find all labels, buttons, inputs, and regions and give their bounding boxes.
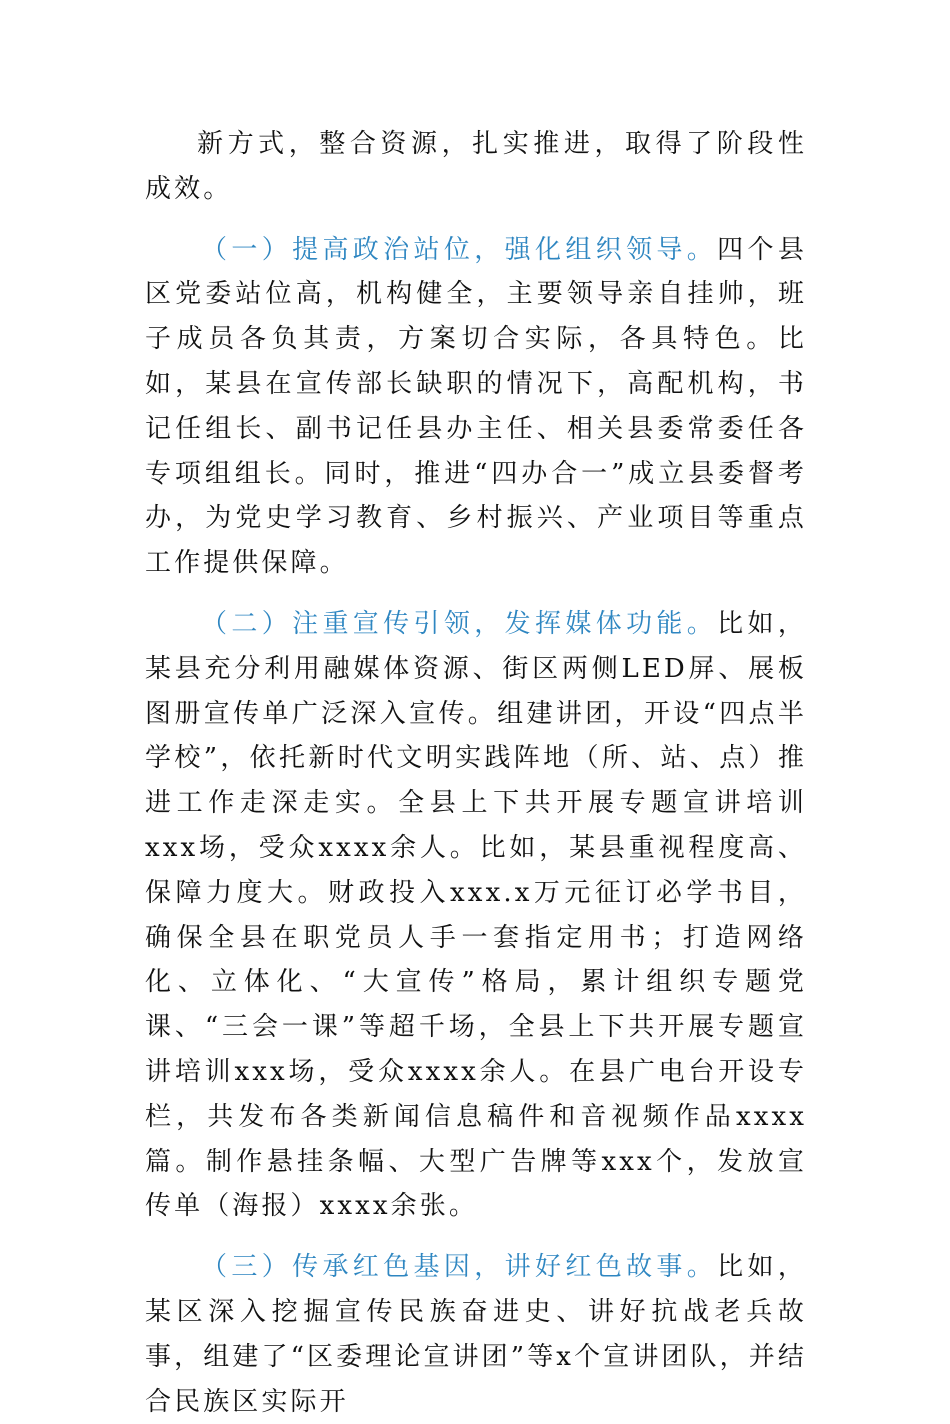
document-page — [145, 122, 807, 1424]
paragraph-section-3 — [145, 1245, 807, 1424]
section-heading: （二）注重宣传引领，发挥媒体功能。 — [201, 608, 718, 639]
section-heading: （三）传承红色基因，讲好红色故事。 — [201, 1252, 718, 1283]
paragraph-text: 新方式，整合资源，扎实推进，取得了阶段性成效。 — [145, 129, 807, 204]
paragraph-continuation — [145, 122, 807, 212]
paragraph-text: 比如，某区深入挖掘宣传民族奋进史、讲好抗战老兵故事，组建了“区委理论宣讲团”等x个宣讲团队，并结合民族区实际开 — [145, 1252, 807, 1417]
paragraph-section-1 — [145, 228, 807, 586]
paragraph-text: 比如，某县充分利用融媒体资源、街区两侧LED屏、展板图册宣传单广泛深入宣传。组建讲团，开设“四点半学校”，依托新时代文明实践阵地（所、站、点）推进工作走深走实。全县上下共开展专题宣讲培训xxx场，受众xxxx余人。比如，某县重视程度高、保障力度大。财政投入xxx.x万元征订必学书目，确保全县在职党员人手一套指定用书；打造网络化、立体化、“大宣传”格局，累计组织专题党课、“三会一课”等超千场，全县上下共开展专题宣讲培训xxx场，受众xxxx余人。在县广电台开设专栏，共发布各类新闻信息稿件和音视频作品xxxx篇。制作悬挂条幅、大型广告牌等xxx个，发放宣传单（海报）xxxx余张。 — [145, 608, 807, 1222]
section-heading: （一）提高政治站位，强化组织领导。 — [201, 234, 718, 265]
paragraph-text: 四个县区党委站位高，机构健全，主要领导亲自挂帅，班子成员各负其责，方案切合实际，各具特色。比如，某县在宣传部长缺职的情况下，高配机构，书记任组长、副书记任县办主任、相关县委常委任各专项组组长。同时，推进“四办合一”成立县委督考办，为党史学习教育、乡村振兴、产业项目等重点工作提供保障。 — [145, 234, 807, 579]
paragraph-section-2 — [145, 602, 807, 1229]
